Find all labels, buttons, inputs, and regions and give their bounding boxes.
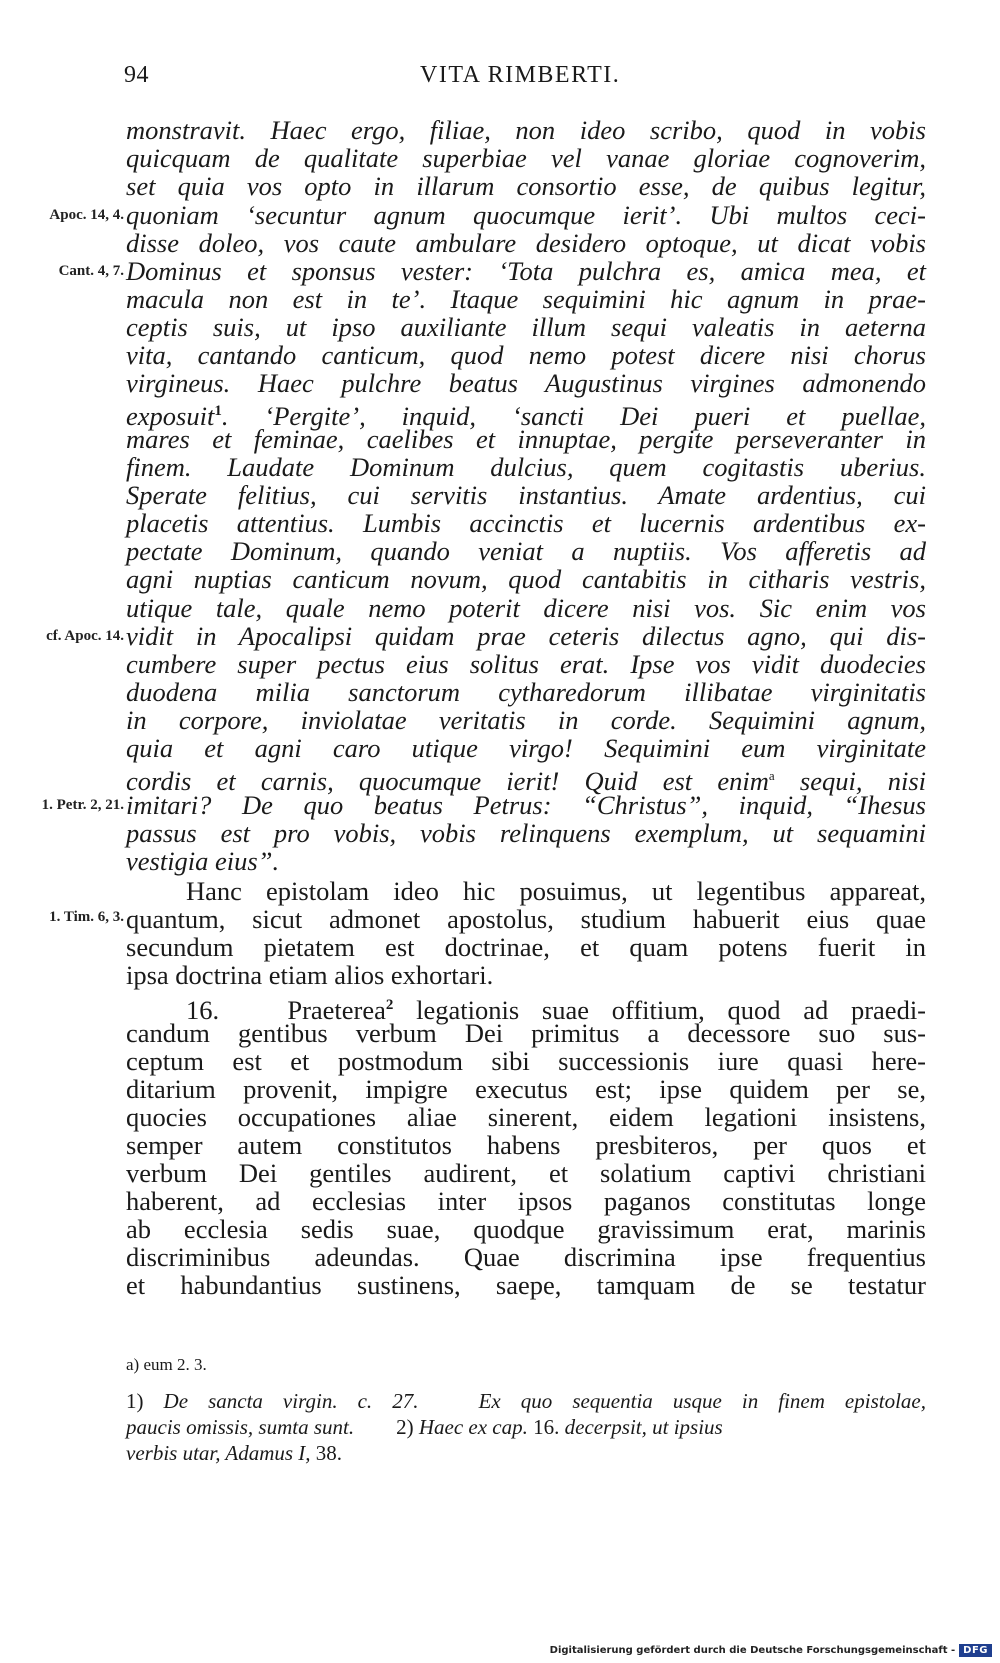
footnote-1-line [126,1388,926,1414]
body-line: set quia vos opto in illarum consortio esse, de quibus legitur, [126,171,926,201]
body-line: in corpore, inviolatae veritatis in corde. Sequimini agnum, [126,705,926,735]
body-line: Hanc epistolam ideo hic posuimus, ut legentibus appareat, [186,876,926,906]
margin-note-cf-apoc-14: cf. Apoc. 14. [46,628,124,644]
body-line: monstravit. Haec ergo, filiae, non ideo scribo, quod in vobis [126,115,926,145]
footnote-1-text: Ex quo sequentia usque in finem epistolae, [478,1389,927,1413]
body-line: vidit in Apocalipsi quidam prae ceteris dilectus agno, qui dis- [126,621,926,651]
footnote-1-source: De sancta virgin. c. 27. [163,1389,419,1413]
section-number: 16. [186,994,220,1025]
dfg-logo: DFG [959,1644,992,1657]
body-line: ab ecclesia sedis suae, quodque gravissimum erat, marinis [126,1214,926,1244]
body-line: quoniam ‘secuntur agnum quocumque ierit’. Ubi multos ceci- [126,200,926,230]
body-line: secundum pietatem est doctrinae, et quam potens fuerit in [126,932,926,962]
footnote-ref-2: 2 [385,997,394,1013]
body-line: candum gentibus verbum Dei primitus a decessore suo sus- [126,1018,926,1048]
footnote-1-number: 1) [126,1389,144,1413]
body-line: verbum Dei gentiles audirent, et solatium captivi christiani [126,1158,926,1188]
body-line: quia et agni caro utique virgo! Sequimini eum virginitate [126,733,926,763]
body-line: semper autem constitutos habens presbiteros, per quos et [126,1130,926,1160]
body-line: cumbere super pectus eius solitus erat. Ipse vos vidit duodecies [126,649,926,679]
body-line: imitari? De quo beatus Petrus: “Christus”, inquid, “Ihesus [126,790,926,820]
page-number: 94 [124,62,149,88]
body-line-text: cordis et carnis, quocumque ierit! Quid est enim [126,765,769,796]
body-line: pectate Dominum, quando veniat a nuptiis. Vos afferetis ad [126,536,926,566]
body-line: virgineus. Haec pulchre beatus Augustinus virgines admonendo [126,368,926,398]
body-line: disse doleo, vos caute ambulare desidero optoque, ut dicat vobis [126,228,926,258]
body-line: ipsa doctrina etiam alios exhortari. [126,960,494,990]
footnote-line [126,1440,926,1466]
footnote-2-text: decerpsit, ut ipsius [564,1415,723,1439]
body-line: quocies occupationes aliae sinerent, eidem legationi insistens, [126,1102,926,1132]
variant-ref-a: a [768,768,775,783]
body-line: quantum, sicut admonet apostolus, studium habuerit eius quae [126,904,926,934]
footnote-1-text: paucis omissis, sumta sunt. [126,1415,355,1439]
body-line: ceptis suis, ut ipso auxiliante illum sequi valeatis in aeterna [126,312,926,342]
variant-note: a) eum 2. 3. [126,1355,207,1374]
body-line-text: Praeterea [287,994,386,1025]
body-line: vestigia eius”. [126,846,280,876]
margin-note-cant-4-7: Cant. 4, 7. [58,263,124,279]
body-line-text: sequi, nisi [774,765,926,796]
digitization-credit [550,1644,992,1657]
body-line: mares et feminae, caelibes et innuptae, pergite perseveranter in [126,424,926,454]
body-line-text: . ‘Pergite’, inquid, ‘sancti Dei pueri et puellae, [221,400,926,431]
footnote-2-chapter: 16. [533,1415,560,1439]
body-line: utique tale, quale nemo poterit dicere nisi vos. Sic enim vos [126,593,926,623]
body-line: Dominus et sponsus vester: ‘Tota pulchra es, amica mea, et [126,256,926,286]
footnote-2-text: verbis utar, Adamus [126,1441,294,1465]
body-line: quicquam de qualitate superbiae vel vanae gloriae cognoverim, [126,143,926,173]
body-line: finem. Laudate Dominum dulcius, quem cogitastis uberius. [126,452,926,482]
credit-text: Digitalisierung gefördert durch die Deutsche Forschungsgemeinschaft - [549,1645,956,1656]
body-line: duodena milia sanctorum cytharedorum illibatae virginitatis [126,677,926,707]
body-line: haberent, ad ecclesias inter ipsos paganos constitutas longe [126,1186,926,1216]
body-line-text: legationis suae offitium, quod ad praedi- [393,994,927,1025]
footnote-line [126,1414,926,1440]
body-line: ceptum est et postmodum sibi successionis iure quasi here- [126,1046,926,1076]
body-line-text: exposuit [126,400,215,431]
margin-note-tim-6-3: 1. Tim. 6, 3. [49,909,124,925]
body-line: placetis attentius. Lumbis accinctis et lucernis ardentibus ex- [126,508,926,538]
footnote-ref-1: 1 [214,403,222,419]
page-header [0,62,1000,96]
body-line: passus est pro vobis, vobis relinquens exemplum, ut sequamini [126,818,926,848]
footnote-2-page: 38. [315,1441,343,1465]
margin-note-petr-2-21: 1. Petr. 2, 21. [41,797,124,813]
running-title: VITA RIMBERTI. [420,62,621,88]
footnote-2-volume: I, [298,1441,311,1465]
body-line: agni nuptias canticum novum, quod cantabitis in citharis vestris, [126,564,926,594]
body-line: Sperate felitius, cui servitis instantius. Amate ardentius, cui [126,480,926,510]
footnote-2-text: Haec ex cap. [418,1415,528,1439]
body-line: ditarium provenit, impigre executus est; ipse quidem per se, [126,1074,926,1104]
footnote-2-number: 2) [396,1415,414,1439]
body-line: et habundantius sustinens, saepe, tamquam de se testatur [126,1270,926,1300]
body-line: discriminibus adeundas. Quae discrimina ipse frequentius [126,1242,926,1272]
margin-note-apoc-14-4: Apoc. 14, 4. [49,207,124,223]
body-line: vita, cantando canticum, quod nemo potest dicere nisi chorus [126,340,926,370]
body-line: macula non est in te’. Itaque sequimini hic agnum in prae- [126,284,926,314]
